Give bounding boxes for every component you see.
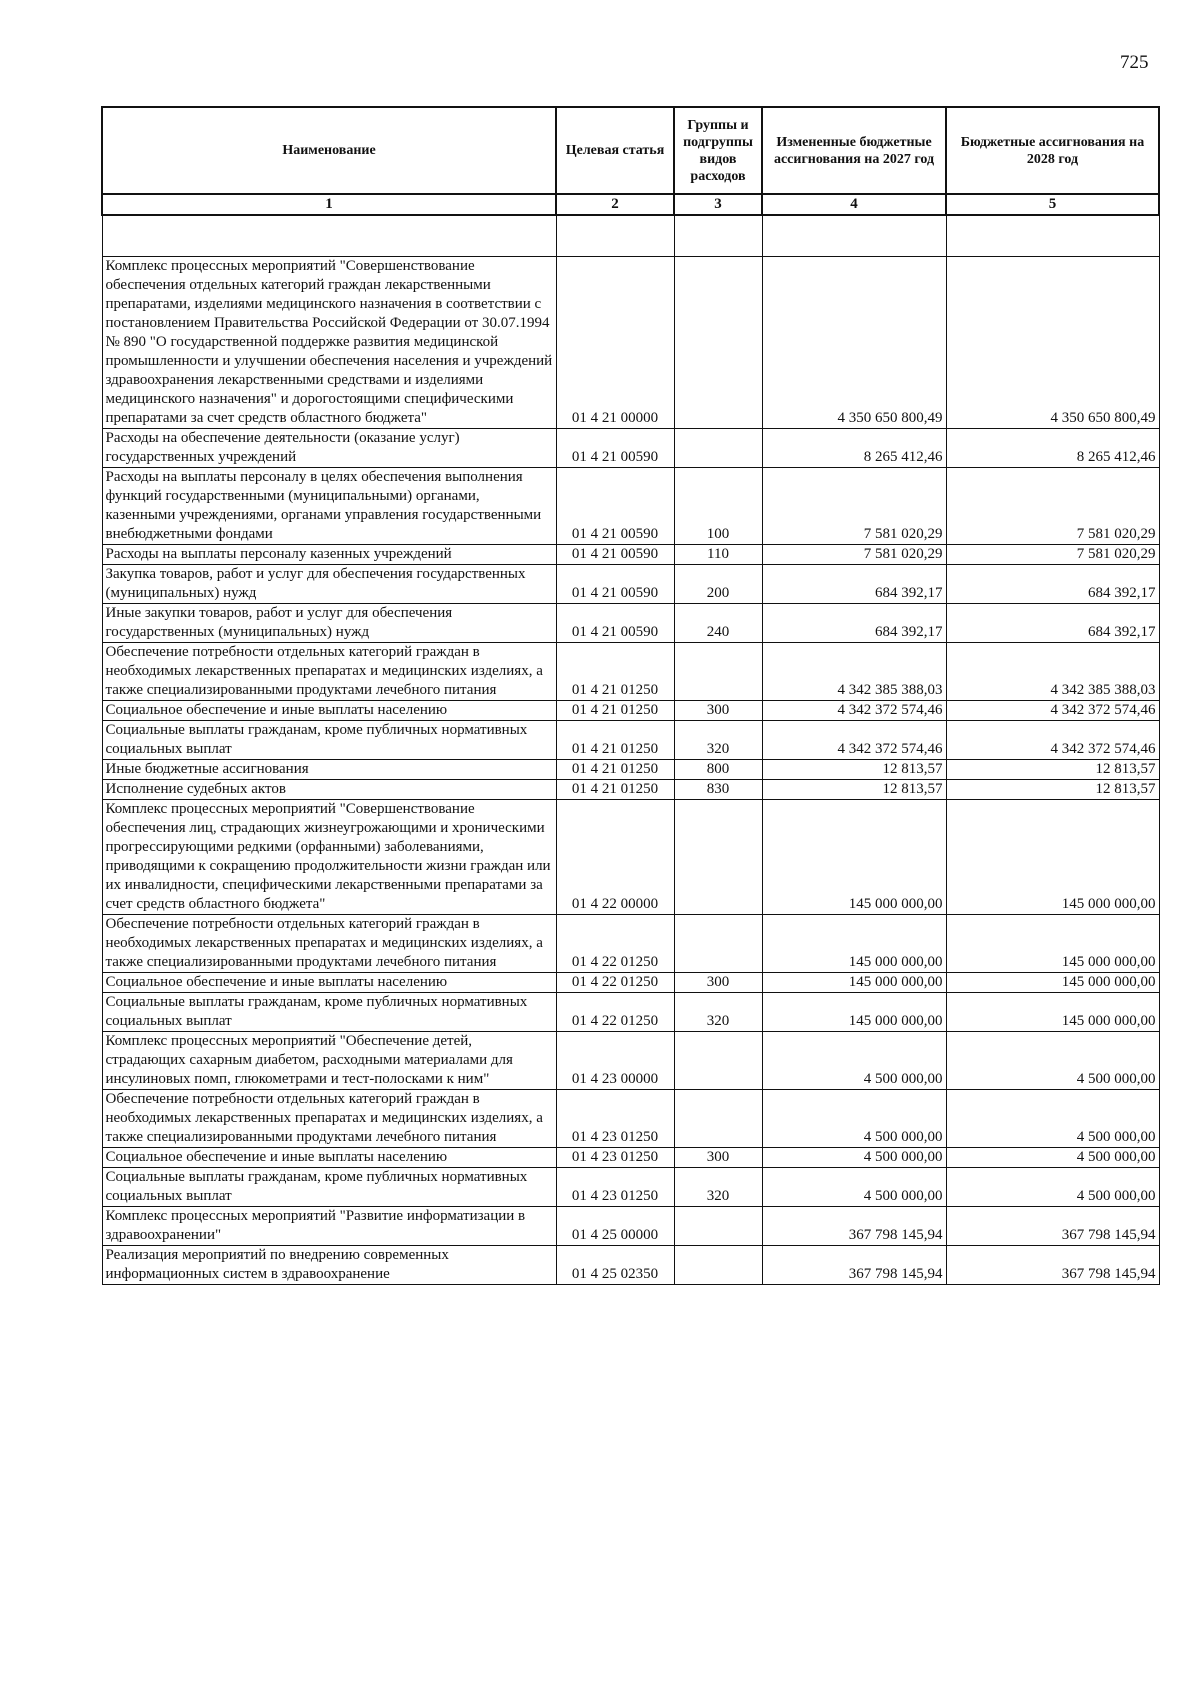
table-row <box>102 1207 1159 1246</box>
row-group <box>674 915 762 973</box>
row-name: Социальные выплаты гражданам, кроме публичных нормативных социальных выплат <box>102 721 556 760</box>
row-group: 830 <box>674 780 762 800</box>
row-target: 01 4 21 00590 <box>556 565 674 604</box>
header-row <box>102 107 1159 194</box>
row-target: 01 4 22 01250 <box>556 915 674 973</box>
row-name: Комплекс процессных мероприятий "Совершенствование обеспечения отдельных категорий граждан лекарственными препаратами, изделиями медицинского назначения в соответствии с постановлением Правительства Российской Федерации от 30.07.1994 № 890 "О государственной поддержке развития медицинской промышленности и улучшении обеспечения населения и учреждений здравоохранения лекарственными средствами и изделиями медицинского назначения" и дорогостоящими специфическими препаратами за счет средств областного бюджета" <box>102 257 556 429</box>
row-group: 320 <box>674 993 762 1032</box>
row-target: 01 4 23 01250 <box>556 1148 674 1168</box>
row-target: 01 4 22 01250 <box>556 993 674 1032</box>
row-target: 01 4 22 00000 <box>556 800 674 915</box>
row-name: Иные бюджетные ассигнования <box>102 760 556 780</box>
row-amount-2028: 367 798 145,94 <box>946 1207 1159 1246</box>
row-target: 01 4 21 00590 <box>556 604 674 643</box>
row-target: 01 4 21 01250 <box>556 760 674 780</box>
row-group <box>674 643 762 701</box>
row-target: 01 4 21 00590 <box>556 468 674 545</box>
row-group: 240 <box>674 604 762 643</box>
row-amount-2027: 367 798 145,94 <box>762 1207 946 1246</box>
row-amount-2027: 145 000 000,00 <box>762 993 946 1032</box>
row-amount-2028: 4 342 372 574,46 <box>946 701 1159 721</box>
row-group: 800 <box>674 760 762 780</box>
row-group <box>674 257 762 429</box>
row-name: Обеспечение потребности отдельных категорий граждан в необходимых лекарственных препаратах и медицинских изделиях, а также специализированными продуктами лечебного питания <box>102 1090 556 1148</box>
table-row <box>102 1090 1159 1148</box>
row-name: Расходы на выплаты персоналу казенных учреждений <box>102 545 556 565</box>
row-amount-2027: 4 500 000,00 <box>762 1032 946 1090</box>
row-amount-2027: 7 581 020,29 <box>762 468 946 545</box>
column-number: 5 <box>946 194 1159 215</box>
row-group <box>674 1207 762 1246</box>
row-amount-2027: 8 265 412,46 <box>762 429 946 468</box>
row-name: Социальное обеспечение и иные выплаты населению <box>102 1148 556 1168</box>
row-name: Социальные выплаты гражданам, кроме публичных нормативных социальных выплат <box>102 1168 556 1207</box>
row-amount-2028: 8 265 412,46 <box>946 429 1159 468</box>
row-group <box>674 429 762 468</box>
row-amount-2028: 4 342 385 388,03 <box>946 643 1159 701</box>
column-number: 4 <box>762 194 946 215</box>
row-group: 300 <box>674 973 762 993</box>
row-name: Комплекс процессных мероприятий "Совершенствование обеспечения лиц, страдающих жизнеугрожающими и хроническими прогрессирующими редкими (орфанными) заболеваниями, приводящими к сокращению продолжительности жизни граждан или их инвалидности, специфическими лекарственными препаратами за счет средств областного бюджета" <box>102 800 556 915</box>
row-amount-2028: 684 392,17 <box>946 565 1159 604</box>
row-amount-2028: 12 813,57 <box>946 760 1159 780</box>
row-name: Расходы на обеспечение деятельности (оказание услуг) государственных учреждений <box>102 429 556 468</box>
row-amount-2028: 4 500 000,00 <box>946 1032 1159 1090</box>
row-group <box>674 1032 762 1090</box>
row-amount-2028: 145 000 000,00 <box>946 915 1159 973</box>
header-2027: Измененные бюджетные ассигнования на 2027 год <box>762 107 946 194</box>
row-amount-2027: 684 392,17 <box>762 604 946 643</box>
row-name: Иные закупки товаров, работ и услуг для обеспечения государственных (муниципальных) нужд <box>102 604 556 643</box>
table-row <box>102 643 1159 701</box>
row-name: Расходы на выплаты персоналу в целях обеспечения выполнения функций государственными (муниципальными) органами, казенными учреждениями, органами управления государственными внебюджетными фондами <box>102 468 556 545</box>
row-amount-2028: 145 000 000,00 <box>946 800 1159 915</box>
row-amount-2028: 12 813,57 <box>946 780 1159 800</box>
row-amount-2028: 4 350 650 800,49 <box>946 257 1159 429</box>
table-row <box>102 565 1159 604</box>
table-row <box>102 760 1159 780</box>
row-amount-2027: 4 500 000,00 <box>762 1090 946 1148</box>
row-amount-2028: 4 500 000,00 <box>946 1090 1159 1148</box>
row-target: 01 4 21 00590 <box>556 545 674 565</box>
row-target: 01 4 21 00590 <box>556 429 674 468</box>
row-target: 01 4 25 00000 <box>556 1207 674 1246</box>
row-amount-2027: 4 500 000,00 <box>762 1168 946 1207</box>
table-body <box>102 215 1159 1285</box>
row-amount-2027: 145 000 000,00 <box>762 800 946 915</box>
table-row <box>102 800 1159 915</box>
budget-table <box>101 106 1160 1285</box>
row-amount-2028: 145 000 000,00 <box>946 973 1159 993</box>
header-target: Целевая статья <box>556 107 674 194</box>
table-row <box>102 973 1159 993</box>
row-name: Комплекс процессных мероприятий "Развитие информатизации в здравоохранении" <box>102 1207 556 1246</box>
row-amount-2027: 4 350 650 800,49 <box>762 257 946 429</box>
row-target: 01 4 23 00000 <box>556 1032 674 1090</box>
table-row <box>102 1246 1159 1285</box>
row-target: 01 4 21 01250 <box>556 701 674 721</box>
column-number: 2 <box>556 194 674 215</box>
row-group <box>674 1090 762 1148</box>
row-target: 01 4 23 01250 <box>556 1168 674 1207</box>
row-name: Социальные выплаты гражданам, кроме публичных нормативных социальных выплат <box>102 993 556 1032</box>
row-amount-2027: 684 392,17 <box>762 565 946 604</box>
row-group: 320 <box>674 721 762 760</box>
row-group: 100 <box>674 468 762 545</box>
row-amount-2027: 367 798 145,94 <box>762 1246 946 1285</box>
row-amount-2027: 12 813,57 <box>762 760 946 780</box>
row-amount-2027: 4 342 385 388,03 <box>762 643 946 701</box>
row-amount-2027: 7 581 020,29 <box>762 545 946 565</box>
column-number: 3 <box>674 194 762 215</box>
column-number: 1 <box>102 194 556 215</box>
header-name: Наименование <box>102 107 556 194</box>
table-row <box>102 257 1159 429</box>
table-row <box>102 1168 1159 1207</box>
table-row <box>102 915 1159 973</box>
header-2028: Бюджетные ассигнования на 2028 год <box>946 107 1159 194</box>
header-groups: Группы и подгруппы видов расходов <box>674 107 762 194</box>
spacer-row <box>102 215 1159 257</box>
row-amount-2028: 4 500 000,00 <box>946 1168 1159 1207</box>
row-amount-2027: 12 813,57 <box>762 780 946 800</box>
row-group: 320 <box>674 1168 762 1207</box>
row-group <box>674 800 762 915</box>
table-row <box>102 1148 1159 1168</box>
column-number-row <box>102 194 1159 215</box>
row-amount-2028: 4 500 000,00 <box>946 1148 1159 1168</box>
table-row <box>102 1032 1159 1090</box>
row-amount-2027: 145 000 000,00 <box>762 973 946 993</box>
row-target: 01 4 21 00000 <box>556 257 674 429</box>
row-group <box>674 1246 762 1285</box>
row-target: 01 4 25 02350 <box>556 1246 674 1285</box>
row-group: 300 <box>674 1148 762 1168</box>
table-row <box>102 429 1159 468</box>
row-target: 01 4 21 01250 <box>556 780 674 800</box>
row-name: Реализация мероприятий по внедрению современных информационных систем в здравоохранение <box>102 1246 556 1285</box>
row-group: 300 <box>674 701 762 721</box>
row-amount-2028: 7 581 020,29 <box>946 545 1159 565</box>
row-group: 110 <box>674 545 762 565</box>
page-number: 725 <box>1120 52 1149 73</box>
row-target: 01 4 21 01250 <box>556 721 674 760</box>
row-group: 200 <box>674 565 762 604</box>
table-row <box>102 780 1159 800</box>
row-amount-2027: 4 342 372 574,46 <box>762 701 946 721</box>
row-amount-2028: 684 392,17 <box>946 604 1159 643</box>
row-name: Обеспечение потребности отдельных категорий граждан в необходимых лекарственных препаратах и медицинских изделиях, а также специализированными продуктами лечебного питания <box>102 915 556 973</box>
row-amount-2028: 367 798 145,94 <box>946 1246 1159 1285</box>
table-row <box>102 468 1159 545</box>
row-target: 01 4 23 01250 <box>556 1090 674 1148</box>
row-amount-2028: 145 000 000,00 <box>946 993 1159 1032</box>
row-name: Социальное обеспечение и иные выплаты населению <box>102 701 556 721</box>
row-name: Исполнение судебных актов <box>102 780 556 800</box>
row-name: Социальное обеспечение и иные выплаты населению <box>102 973 556 993</box>
table-row <box>102 721 1159 760</box>
table-row <box>102 701 1159 721</box>
table-row <box>102 545 1159 565</box>
table-row <box>102 604 1159 643</box>
row-name: Закупка товаров, работ и услуг для обеспечения государственных (муниципальных) нужд <box>102 565 556 604</box>
row-amount-2027: 145 000 000,00 <box>762 915 946 973</box>
row-amount-2028: 7 581 020,29 <box>946 468 1159 545</box>
row-amount-2027: 4 500 000,00 <box>762 1148 946 1168</box>
row-name: Обеспечение потребности отдельных категорий граждан в необходимых лекарственных препаратах и медицинских изделиях, а также специализированными продуктами лечебного питания <box>102 643 556 701</box>
row-amount-2027: 4 342 372 574,46 <box>762 721 946 760</box>
row-name: Комплекс процессных мероприятий "Обеспечение детей, страдающих сахарным диабетом, расходными материалами для инсулиновых помп, глюкометрами и тест-полосками к ним" <box>102 1032 556 1090</box>
table-row <box>102 993 1159 1032</box>
row-target: 01 4 21 01250 <box>556 643 674 701</box>
row-amount-2028: 4 342 372 574,46 <box>946 721 1159 760</box>
row-target: 01 4 22 01250 <box>556 973 674 993</box>
